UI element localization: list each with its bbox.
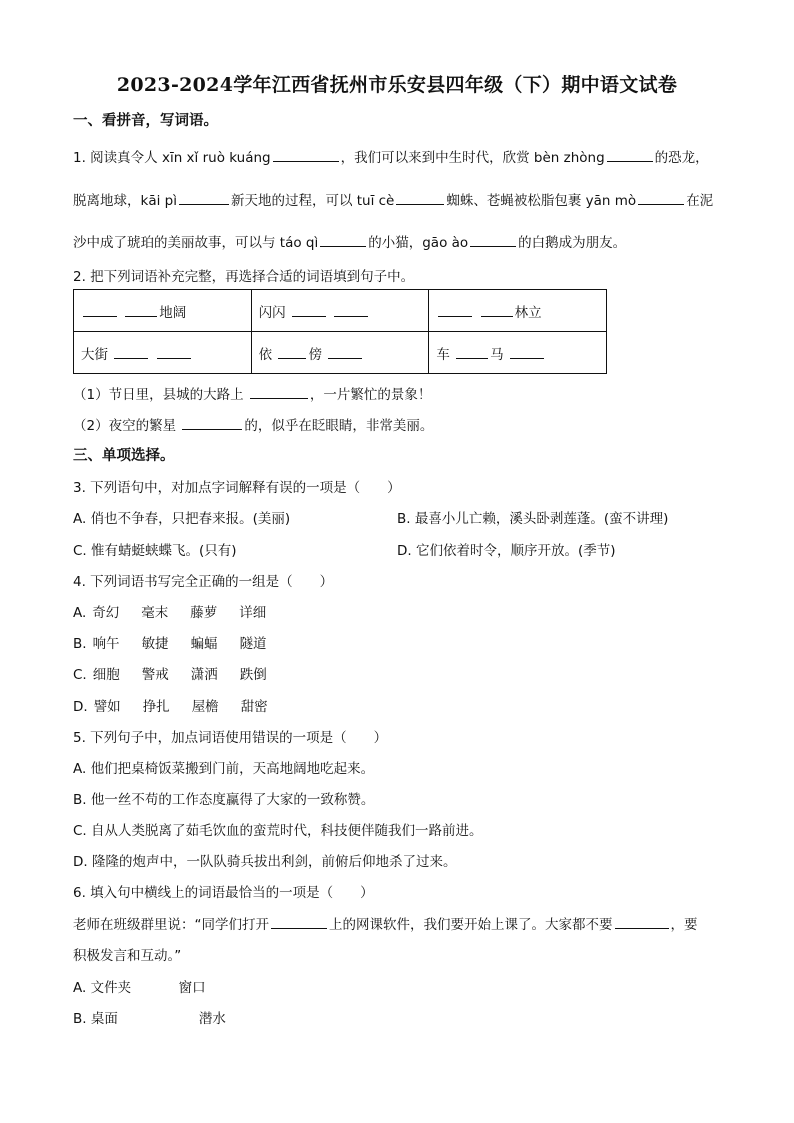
q3-stem: 3. 下列语句中，对加点字词解释有误的一项是（ ）	[73, 480, 401, 496]
option-word: 奇幻	[92, 605, 120, 621]
word-part: 傍	[308, 346, 322, 363]
q5-option-b[interactable]: B. 他一丝不苟的工作态度赢得了大家的一致称赞。	[73, 792, 375, 808]
word-part: 地阔	[159, 304, 187, 321]
option-word: 毫末	[141, 605, 169, 621]
option-word: 桌面	[90, 1011, 118, 1027]
word-cell	[429, 332, 607, 374]
answer-blank[interactable]	[271, 927, 327, 929]
word-table	[73, 289, 607, 374]
q2-text: （2）夜空的繁星	[73, 418, 177, 434]
q1-line-3	[73, 231, 626, 251]
option-word: 潇洒	[190, 667, 218, 683]
q1-text: 新天地的过程，可以 tuī cè	[230, 193, 395, 209]
answer-blank[interactable]	[292, 315, 326, 317]
answer-blank[interactable]	[470, 245, 516, 247]
q1-text: 在泥	[686, 193, 714, 209]
word-cell	[74, 290, 252, 332]
q4-option-c[interactable]	[73, 663, 289, 683]
q6-text: 上的网课软件，我们要开始上课了。大家都不要	[329, 917, 613, 933]
q4-stem: 4. 下列词语书写完全正确的一组是（ ）	[73, 574, 334, 590]
q1-text: 沙中成了琥珀的美丽故事，可以与 táo qì	[73, 235, 319, 251]
word-part: 大街	[81, 346, 108, 363]
option-letter: B.	[73, 636, 87, 652]
q5-option-a[interactable]: A. 他们把桌椅饭菜搬到门前，天高地阔地吃起来。	[73, 761, 375, 777]
option-letter: A.	[73, 980, 87, 996]
option-word: 屋檐	[191, 699, 219, 715]
q5-option-d[interactable]: D. 隆隆的炮声中，一队队骑兵拔出利剑，前俯后仰地杀了过来。	[73, 854, 457, 870]
section-1-heading: 一、看拼音，写词语。	[73, 113, 218, 129]
option-letter: A.	[73, 605, 87, 621]
answer-blank[interactable]	[83, 315, 117, 317]
option-word: 隧道	[239, 636, 267, 652]
answer-blank[interactable]	[278, 357, 306, 359]
option-word: 敏捷	[141, 636, 169, 652]
option-word: 潜水	[198, 1011, 226, 1027]
q1-text: 脱离地球，kāi pì	[73, 193, 177, 209]
word-part: 马	[490, 346, 504, 363]
option-word: 文件夹	[90, 980, 132, 996]
word-part: 林立	[514, 304, 542, 321]
option-letter: D.	[73, 699, 88, 715]
q1-line-1	[73, 146, 709, 166]
word-cell	[429, 290, 607, 332]
q2-sentence-2	[73, 414, 433, 434]
word-part: 车	[436, 346, 450, 363]
answer-blank[interactable]	[328, 357, 362, 359]
word-part: 闪闪	[258, 304, 286, 321]
q1-text: 1. 阅读真令人 xīn xǐ ruò kuáng	[73, 150, 271, 166]
q4-option-b[interactable]	[73, 632, 289, 652]
word-cell	[74, 332, 252, 374]
q3-option-a[interactable]: A. 俏也不争春，只把春来报。(美丽)	[73, 511, 291, 527]
q1-line-2	[73, 189, 713, 209]
answer-blank[interactable]	[456, 357, 488, 359]
answer-blank[interactable]	[438, 315, 472, 317]
answer-blank[interactable]	[320, 245, 366, 247]
word-cell	[251, 332, 429, 374]
option-letter: B.	[73, 1011, 87, 1027]
option-word: 挣扎	[142, 699, 170, 715]
q5-option-c[interactable]: C. 自从人类脱离了茹毛饮血的蛮荒时代，科技便伴随我们一路前进。	[73, 823, 483, 839]
answer-blank[interactable]	[607, 160, 653, 162]
q5-stem: 5. 下列句子中，加点词语使用错误的一项是（ ）	[73, 730, 388, 746]
answer-blank[interactable]	[481, 315, 513, 317]
q6-stem: 6. 填入句中横线上的词语最恰当的一项是（ ）	[73, 885, 374, 901]
page-title: 2023-2024学年江西省抚州市乐安县四年级（下）期中语文试卷	[116, 74, 678, 96]
answer-blank[interactable]	[334, 315, 368, 317]
q6-context-line-2: 积极发言和互动。”	[73, 948, 182, 964]
q1-text: 的小猫，gāo ào	[368, 235, 469, 251]
q1-text: 蜘蛛、苍蝇被松脂包裹 yān mò	[446, 193, 637, 209]
option-word: 蝙蝠	[190, 636, 218, 652]
q3-option-b[interactable]: B. 最喜小儿亡赖，溪头卧剥莲蓬。(蛮不讲理)	[397, 511, 669, 527]
answer-blank[interactable]	[638, 203, 684, 205]
q1-text: 的白鹅成为朋友。	[518, 235, 627, 251]
option-letter: C.	[73, 667, 87, 683]
q3-option-d[interactable]: D. 它们依着时令，顺序开放。(季节)	[397, 543, 616, 559]
q6-text: ，要	[670, 917, 698, 933]
q4-option-a[interactable]	[73, 601, 288, 621]
q2-sentence-1	[73, 383, 431, 403]
q6-text: 老师在班级群里说：“同学们打开	[73, 917, 269, 933]
option-word: 甜密	[240, 699, 268, 715]
q2-text: 的，似乎在眨眼睛，非常美丽。	[244, 418, 434, 434]
option-word: 窗口	[178, 980, 206, 996]
q1-text: 的恐龙，	[654, 150, 709, 166]
answer-blank[interactable]	[396, 203, 444, 205]
q4-option-d[interactable]	[73, 695, 290, 715]
option-word: 藤萝	[190, 605, 218, 621]
answer-blank[interactable]	[179, 203, 229, 205]
q1-text: ，我们可以来到中生时代，欣赏 bèn zhòng	[340, 150, 605, 166]
option-word: 细胞	[92, 667, 120, 683]
answer-blank[interactable]	[615, 927, 669, 929]
option-word: 警戒	[141, 667, 169, 683]
section-3-heading: 三、单项选择。	[73, 448, 175, 464]
q3-option-c[interactable]: C. 惟有蜻蜓蛱蝶飞。(只有)	[73, 543, 237, 559]
q2-text: ，一片繁忙的景象！	[309, 387, 432, 403]
option-word: 譬如	[93, 699, 121, 715]
answer-blank[interactable]	[273, 160, 339, 162]
answer-blank[interactable]	[250, 397, 308, 399]
answer-blank[interactable]	[510, 357, 544, 359]
answer-blank[interactable]	[114, 357, 148, 359]
q2-text: （1）节日里，县城的大路上	[73, 387, 244, 403]
q6-option-a[interactable]	[73, 976, 206, 996]
q6-context-line-1	[73, 913, 698, 933]
answer-blank[interactable]	[125, 315, 157, 317]
answer-blank[interactable]	[182, 428, 242, 430]
word-part: 依	[258, 346, 273, 363]
option-word: 跌倒	[239, 667, 267, 683]
answer-blank[interactable]	[157, 357, 191, 359]
option-word: 响午	[92, 636, 120, 652]
q2-stem: 2. 把下列词语补充完整，再选择合适的词语填到句子中。	[73, 269, 415, 285]
q6-option-b[interactable]	[73, 1007, 226, 1027]
word-cell	[251, 290, 429, 332]
option-word: 详细	[239, 605, 267, 621]
